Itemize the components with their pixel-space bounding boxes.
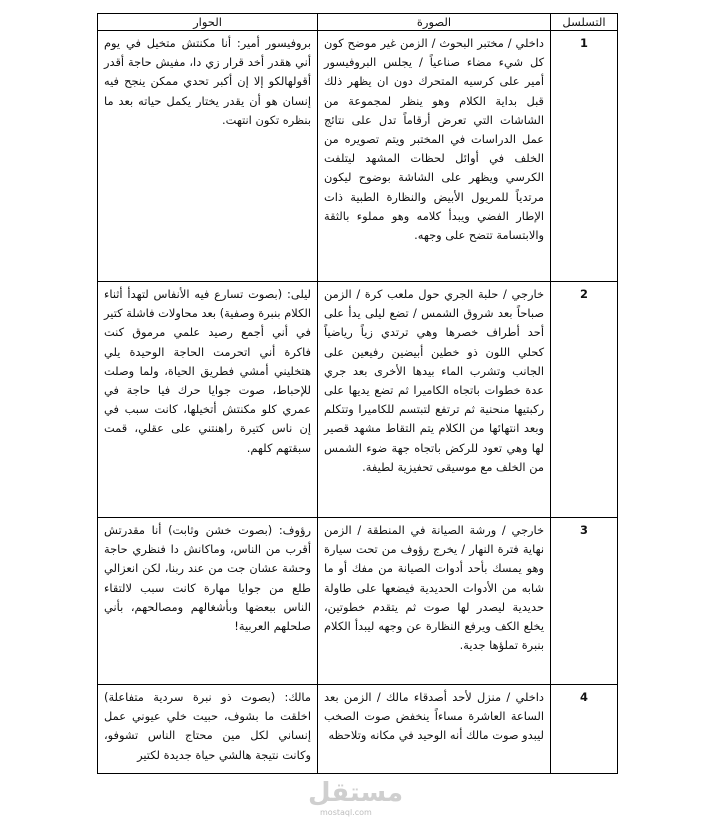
row-number: 3 (551, 518, 618, 685)
row-number: 4 (551, 685, 618, 774)
header-dialogue: الحوار (98, 14, 318, 31)
row-number: 1 (551, 31, 618, 282)
table-header-row (98, 14, 618, 31)
header-image: الصورة (318, 14, 551, 31)
screenplay-table (97, 13, 618, 774)
row-number: 2 (551, 282, 618, 518)
dialogue-text: رؤوف: (بصوت خشن وثابت) أنا مقدرتش أقرب من الناس، وماكانش دا فنظري حاجة وحشة عشان جت من عند ربنا، لكن انعزالي طلع من جوايا مهارة كانت سبب لالتقاء الناس ببعضها وبأشغالهم ومصالحهم، بأني صلحلهم العربية! (98, 518, 318, 685)
header-sequence: التسلسل (551, 14, 618, 31)
image-description: داخلي / مختبر البحوث / الزمن غير موضح كون كل شيء مضاء صناعياً / يجلس البروفيسور أمير على كرسيه المتحرك دون ان يظهر ذلك قبل بداية الكلام وهو ينظر لمجموعة من الشاشات التي تعرض أرقاماً تدل على نتائج عمل الدراسات في المختبر ويتم تصويره من الخلف في أوائل لحظات المشهد ليتلفت الكرسي ويظهر على الشاشة بوضوح ليكون مرتدياً للمريول الأبيض والنظارة الطبية ذات الإطار الفضي ويبدأ كلامه وهو مملوء بالثقة والابتسامة تتضح على وجهه. (318, 31, 551, 282)
watermark-logo: مستقل (308, 778, 404, 808)
table-row (98, 282, 618, 518)
dialogue-text: مالك: (بصوت ذو نبرة سردية متفاعلة) اخلقت ما بشوف، حبيت خلي عيوني عمل إنساني لكل مين محتاج الناس تشوفو، وكانت نتيجة هالشي حياة جديدة لكتير (98, 685, 318, 774)
table-row (98, 518, 618, 685)
dialogue-text: ليلى: (بصوت تسارع فيه الأنفاس لتهدأ أثناء الكلام بنبرة وصفية) بعد محاولات فاشلة كتير في أني أجمع رصيد علمي مرموق كنت فاكرة أني اتحرمت الحاجة الوحيدة يلي هتخليني أمشي فطريق الحياة، ولما وصلت للإحباط، صوت جوايا حرك فيا حاجة في عمري كلو مكنتش أتخيلها، كانت سبب في إن ناس كتيرة راهنتني على عقلي، قمت سبقتهم كلهم. (98, 282, 318, 518)
table-row (98, 685, 618, 774)
image-description: خارجي / حلبة الجري حول ملعب كرة / الزمن صباحاً بعد شروق الشمس / تضع ليلى يدأ على أحد أطراف خصرها وهي ترتدي زياً رياضياً كحلي اللون ذو خطين أبيضين رفيعين على الجانب وتشرب الماء بيدها الأخرى بعد جري عدة خطوات باتجاه الكاميرا ثم تضع يديها على ركبتيها منحنية ثم ترتفع لتبتسم للكاميرا وتتكلم وبعد انتهائها من الكلام يتم التقاط مشهد قصير لها وهي تعود للركض باتجاه جهة ضوء الشمس من الخلف مع موسيقى تحفيزية لطيفة. (318, 282, 551, 518)
table-row (98, 31, 618, 282)
image-description: داخلي / منزل لأحد أصدقاء مالك / الزمن بعد الساعة العاشرة مساءاً ينخفض صوت الصخب ليبدو صوت مالك أنه الوحيد في مكانه وتلاحظه (318, 685, 551, 774)
dialogue-text: بروفيسور أمير: أنا مكنتش متخيل في يوم أني هقدر أخد قرار زي دا، مفيش حاجة أقدر أقولهالكو إلا إن أكبر تحدي ممكن ينجح فيه إنسان هو أن يقدر يختار يكمل حياته بعد ما بنظره تكون انتهت. (98, 31, 318, 282)
watermark-url: mostaql.com (320, 808, 372, 817)
image-description: خارجي / ورشة الصيانة في المنطقة / الزمن نهاية فترة النهار / يخرج رؤوف من تحت سيارة وهو يمسك بأحد أدوات الصيانة من مفك أو ما شابه من الأدوات الحديدية فيضعها على طاولة حديدية ليصدر لها صوت ثم يتقدم خطوتين، يخلع الكف ويرفع النظارة عن وجهه ليبدأ الكلام بنبرة تملؤها جدية. (318, 518, 551, 685)
